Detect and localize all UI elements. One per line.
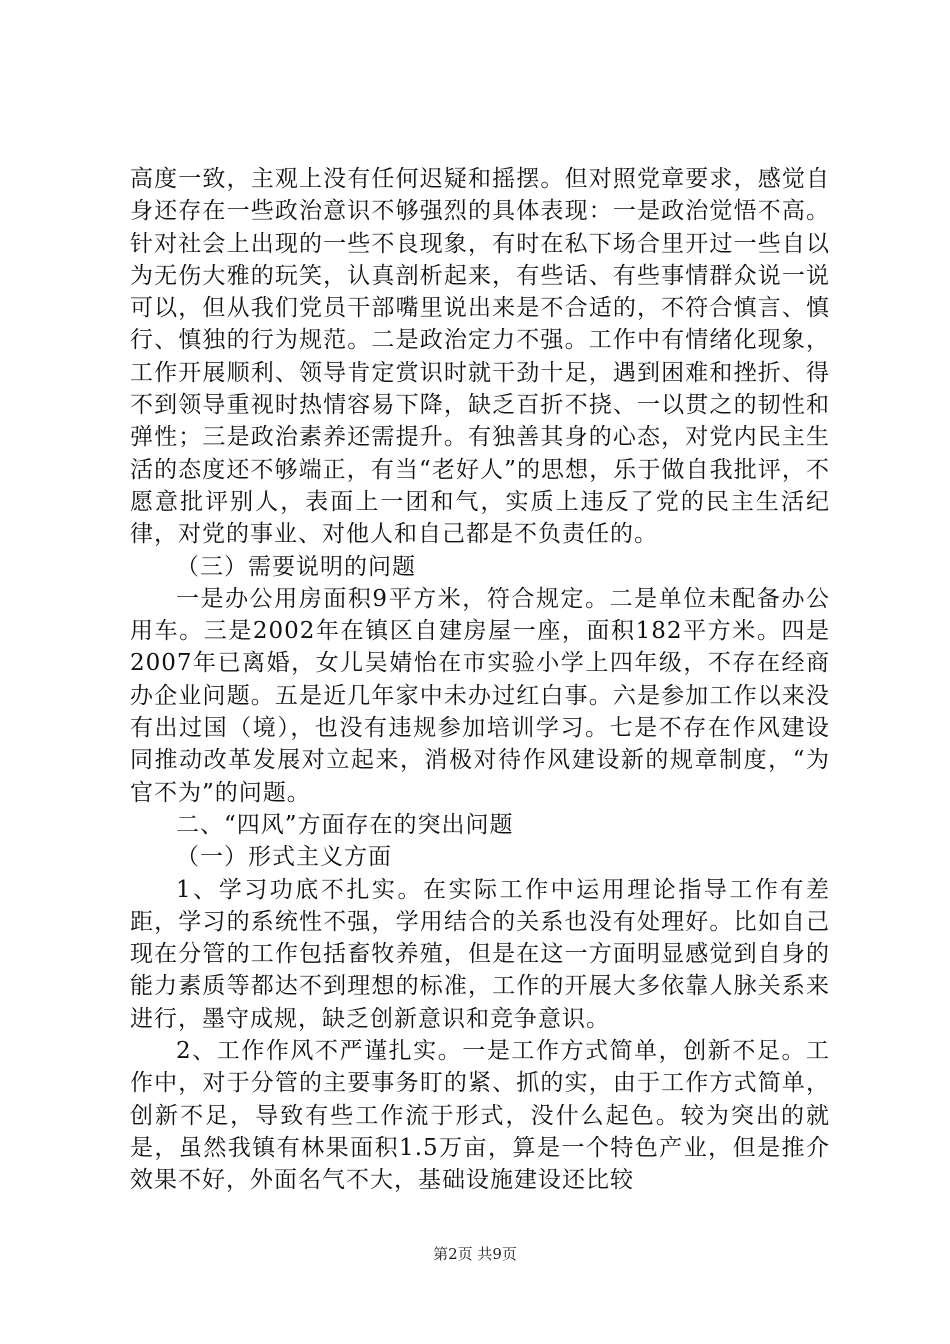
document-body [130, 163, 830, 1197]
paragraph-study-foundation: 1、学习功底不扎实。在实际工作中运用理论指导工作有差距，学习的系统性不强，学用结合的关系也没有处理好。比如自己现在分管的工作包括畜牧养殖，但是在这一方面明显感觉到自身的能力素质等都达不到理想的标准，工作的开展大多依靠人脉关系来进行，墨守成规，缺乏创新意识和竞争意识。 [130, 876, 830, 1032]
section-heading-formalism: （一）形式主义方面 [176, 844, 392, 871]
page-number-footer: 第2页 共9页 [433, 1245, 517, 1263]
paragraph-work-style: 2、工作作风不严谨扎实。一是工作方式简单，创新不足。工作中，对于分管的主要事务盯的紧、抓的实，由于工作方式简单，创新不足，导致有些工作流于形式，没什么起色。较为突出的就是，虽然我镇有林果面积1.5万亩，算是一个特色产业，但是推介效果不好，外面名气不大，基础设施建设还比较 [130, 1038, 830, 1194]
section-heading-notes: （三）需要说明的问题 [176, 553, 416, 580]
section-heading-four-winds: 二、“四风”方面存在的突出问题 [176, 811, 514, 838]
paragraph-explanations: 一是办公用房面积9平方米，符合规定。二是单位未配备办公用车。三是2002年在镇区自建房屋一座，面积182平方米。四是2007年已离婚，女儿吴婧怡在市实验小学上四年级，不存在经商办企业问题。五是近几年家中未办过红白事。六是参加工作以来没有出过国（境），也没有违规参加培训学习。七是不存在作风建设同推动改革发展对立起来，消极对待作风建设新的规章制度，“为官不为”的问题。 [130, 585, 830, 806]
paragraph-political-awareness: 高度一致，主观上没有任何迟疑和摇摆。但对照党章要求，感觉自身还存在一些政治意识不够强烈的具体表现：一是政治觉悟不高。针对社会上出现的一些不良现象，有时在私下场合里开过一些自以为无伤大雅的玩笑，认真剖析起来，有些话、有些事情群众说一说可以，但从我们党员干部嘴里说出来是不合适的，不符合慎言、慎行、慎独的行为规范。二是政治定力不强。工作中有情绪化现象，工作开展顺利、领导肯定赏识时就干劲十足，遇到困难和挫折、得不到领导重视时热情容易下降，缺乏百折不挠、一以贯之的韧性和弹性；三是政治素养还需提升。有独善其身的心态，对党内民主生活的态度还不够端正，有当“老好人”的思想，乐于做自我批评，不愿意批评别人，表面上一团和气，实质上违反了党的民主生活纪律，对党的事业、对他人和自己都是不负责任的。 [130, 166, 830, 548]
